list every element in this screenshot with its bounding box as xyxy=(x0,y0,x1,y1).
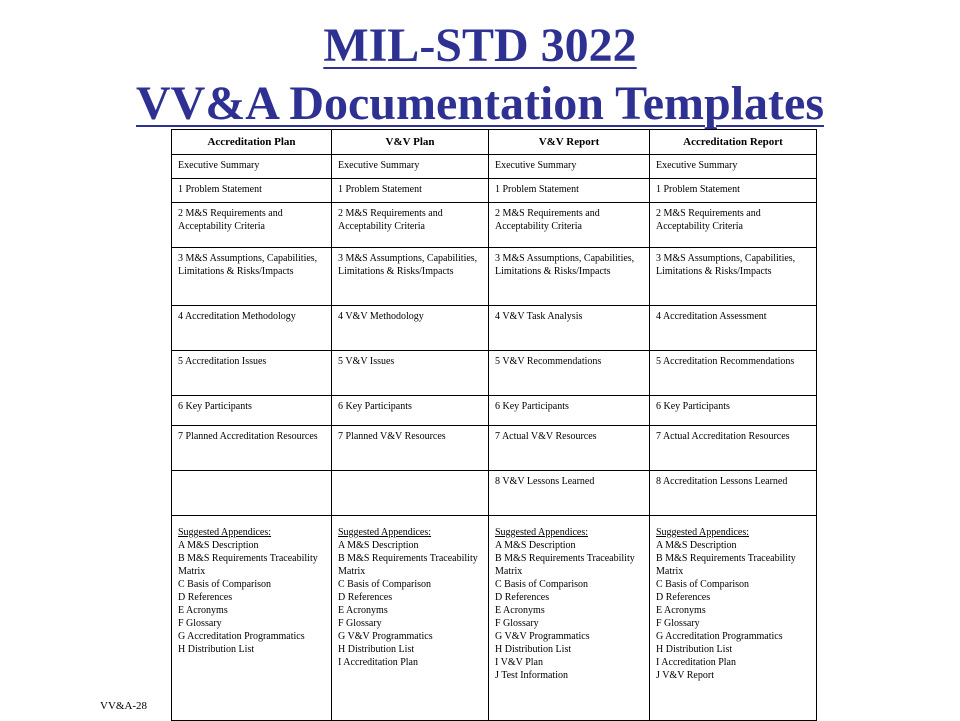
appendix-item: C Basis of Comparison xyxy=(495,579,589,590)
appendix-item: J V&V Report xyxy=(656,670,714,681)
appendix-item: I Accreditation Plan xyxy=(656,657,736,668)
table-cell xyxy=(332,471,489,516)
appendix-item: B M&S Requirements Traceability Matrix xyxy=(178,553,318,577)
appendices-heading: Suggested Appendices: xyxy=(656,527,750,538)
table-cell: 2 M&S Requirements and Acceptability Criteria xyxy=(650,203,817,248)
appendix-item: B M&S Requirements Traceability Matrix xyxy=(656,553,796,577)
appendix-item: D References xyxy=(338,592,393,603)
table-cell: 4 V&V Task Analysis xyxy=(489,306,650,351)
table-cell xyxy=(172,471,332,516)
appendix-item: F Glossary xyxy=(338,618,382,629)
table-cell: 5 Accreditation Issues xyxy=(172,351,332,396)
appendix-item: D References xyxy=(178,592,233,603)
table-cell: Executive Summary xyxy=(650,155,817,179)
table-row xyxy=(172,203,817,248)
table-cell: 8 V&V Lessons Learned xyxy=(489,471,650,516)
appendix-item: H Distribution List xyxy=(338,644,415,655)
appendix-item: H Distribution List xyxy=(656,644,733,655)
appendix-item: E Acronyms xyxy=(338,605,388,616)
table-cell: 2 M&S Requirements and Acceptability Criteria xyxy=(172,203,332,248)
appendices-cell xyxy=(332,516,489,721)
appendix-item: C Basis of Comparison xyxy=(178,579,272,590)
appendix-item: G V&V Programmatics xyxy=(495,631,590,642)
table-cell: 1 Problem Statement xyxy=(489,179,650,203)
table-row xyxy=(172,179,817,203)
table-cell: Executive Summary xyxy=(172,155,332,179)
table-cell: 7 Actual Accreditation Resources xyxy=(650,426,817,471)
appendix-item: H Distribution List xyxy=(178,644,255,655)
table-cell: 3 M&S Assumptions, Capabilities, Limitations & Risks/Impacts xyxy=(489,248,650,306)
appendix-item: C Basis of Comparison xyxy=(338,579,432,590)
table-cell: 6 Key Participants xyxy=(489,396,650,426)
appendices-heading: Suggested Appendices: xyxy=(178,527,272,538)
table-cell: 1 Problem Statement xyxy=(332,179,489,203)
appendices-heading: Suggested Appendices: xyxy=(338,527,432,538)
column-header-vv-report: V&V Report xyxy=(489,130,650,155)
page-title-line-1: MIL-STD 3022 xyxy=(323,19,637,72)
appendix-item: D References xyxy=(656,592,711,603)
page-title-line-2: VV&A Documentation Templates xyxy=(135,77,824,130)
table-row xyxy=(172,471,817,516)
appendix-item: G Accreditation Programmatics xyxy=(656,631,783,642)
column-header-vv-plan: V&V Plan xyxy=(332,130,489,155)
appendix-item: F Glossary xyxy=(656,618,700,629)
appendix-item: I Accreditation Plan xyxy=(338,657,418,668)
appendix-item: H Distribution List xyxy=(495,644,572,655)
table-row xyxy=(172,351,817,396)
appendices-cell xyxy=(172,516,332,721)
table-row xyxy=(172,155,817,179)
appendix-item: B M&S Requirements Traceability Matrix xyxy=(495,553,635,577)
appendix-item: F Glossary xyxy=(495,618,539,629)
table-cell: 5 V&V Issues xyxy=(332,351,489,396)
table-cell: 6 Key Participants xyxy=(172,396,332,426)
table-cell: 3 M&S Assumptions, Capabilities, Limitations & Risks/Impacts xyxy=(172,248,332,306)
table-row xyxy=(172,306,817,351)
table-cell: 3 M&S Assumptions, Capabilities, Limitations & Risks/Impacts xyxy=(650,248,817,306)
appendix-item: E Acronyms xyxy=(656,605,706,616)
table-cell: 6 Key Participants xyxy=(332,396,489,426)
table-cell: 7 Planned V&V Resources xyxy=(332,426,489,471)
table-cell: 1 Problem Statement xyxy=(650,179,817,203)
appendices-cell xyxy=(489,516,650,721)
appendix-item: F Glossary xyxy=(178,618,222,629)
appendix-item: A M&S Description xyxy=(656,540,737,551)
appendix-item: A M&S Description xyxy=(495,540,576,551)
table-cell: Executive Summary xyxy=(332,155,489,179)
appendix-item: A M&S Description xyxy=(178,540,259,551)
table-cell: Executive Summary xyxy=(489,155,650,179)
appendix-item: E Acronyms xyxy=(178,605,228,616)
appendices-row xyxy=(172,516,817,721)
table-cell: 5 V&V Recommendations xyxy=(489,351,650,396)
column-header-accreditation-report: Accreditation Report xyxy=(650,130,817,155)
table-cell: 1 Problem Statement xyxy=(172,179,332,203)
appendix-item: J Test Information xyxy=(495,670,568,681)
table-cell: 8 Accreditation Lessons Learned xyxy=(650,471,817,516)
table-cell: 3 M&S Assumptions, Capabilities, Limitations & Risks/Impacts xyxy=(332,248,489,306)
table-header-row xyxy=(172,130,817,155)
appendix-item: C Basis of Comparison xyxy=(656,579,750,590)
appendix-item: D References xyxy=(495,592,550,603)
appendix-item: A M&S Description xyxy=(338,540,419,551)
table-row xyxy=(172,248,817,306)
table-cell: 2 M&S Requirements and Acceptability Criteria xyxy=(332,203,489,248)
appendices-cell xyxy=(650,516,817,721)
appendix-item: B M&S Requirements Traceability Matrix xyxy=(338,553,478,577)
table-cell: 6 Key Participants xyxy=(650,396,817,426)
templates-table xyxy=(171,129,817,721)
table-cell: 4 Accreditation Assessment xyxy=(650,306,817,351)
table-cell: 4 Accreditation Methodology xyxy=(172,306,332,351)
appendix-item: I V&V Plan xyxy=(495,657,543,668)
table-cell: 2 M&S Requirements and Acceptability Criteria xyxy=(489,203,650,248)
appendix-item: E Acronyms xyxy=(495,605,545,616)
table-cell: 5 Accreditation Recommendations xyxy=(650,351,817,396)
table-row xyxy=(172,396,817,426)
appendices-heading: Suggested Appendices: xyxy=(495,527,589,538)
column-header-accreditation-plan: Accreditation Plan xyxy=(172,130,332,155)
table-cell: 7 Actual V&V Resources xyxy=(489,426,650,471)
table-cell: 7 Planned Accreditation Resources xyxy=(172,426,332,471)
appendix-item: G V&V Programmatics xyxy=(338,631,433,642)
slide-number: VV&A-28 xyxy=(100,700,148,712)
appendix-item: G Accreditation Programmatics xyxy=(178,631,305,642)
table-row xyxy=(172,426,817,471)
table-cell: 4 V&V Methodology xyxy=(332,306,489,351)
